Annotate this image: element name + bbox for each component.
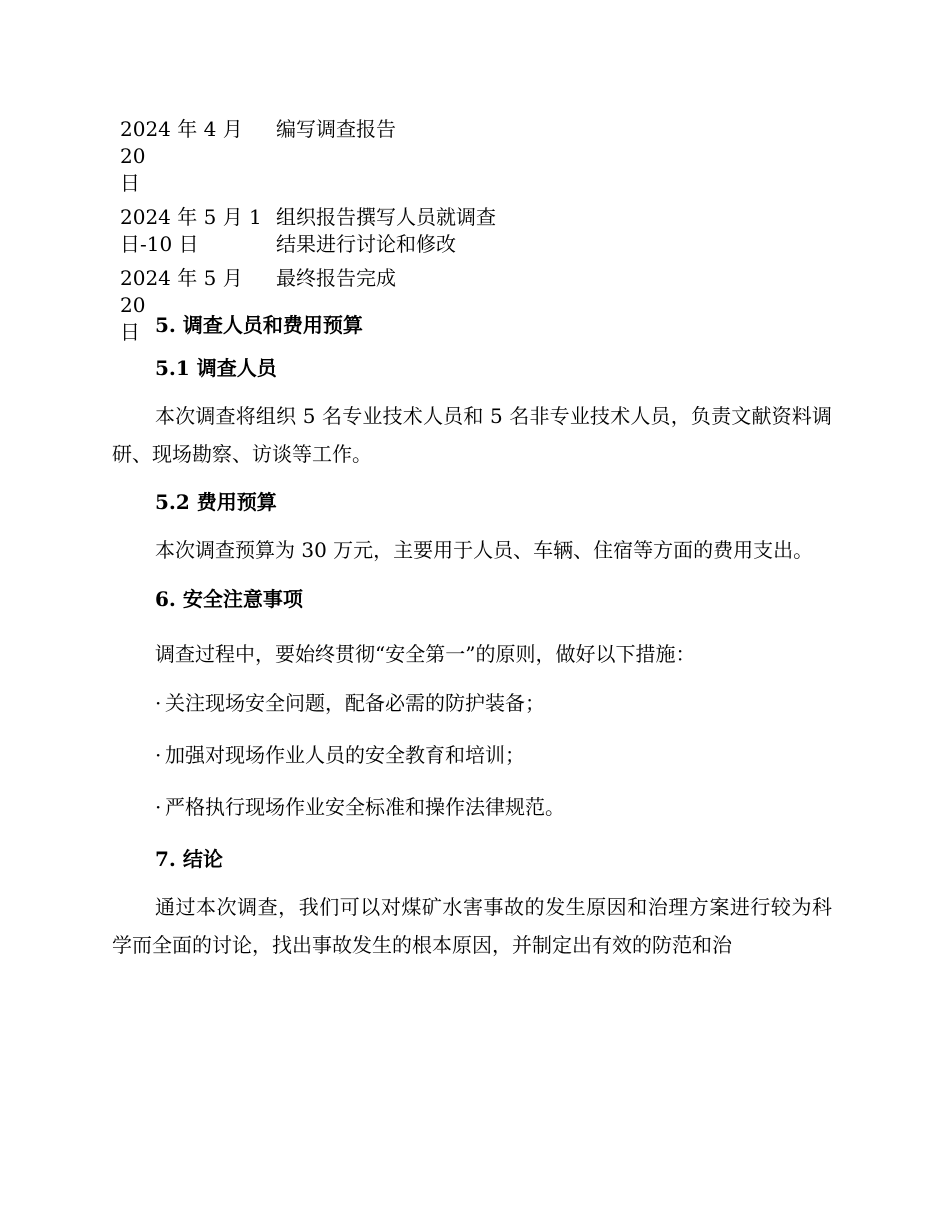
section-heading: 5. 调查人员和费用预算	[155, 313, 363, 337]
schedule-date	[120, 204, 268, 258]
bullet-item	[112, 689, 832, 717]
schedule-date-line: 2024 年 5 月 20	[120, 266, 243, 317]
schedule-task-line: 编写调查报告	[276, 117, 396, 141]
paragraph: 通过本次调查，我们可以对煤矿水害事故的发生原因和治理方案进行较为科学而全面的讨论，找出事故发生的根本原因，并制定出有效的防范和治	[112, 895, 832, 957]
schedule-task	[268, 204, 600, 258]
schedule-date-line: 2024 年 4 月 20	[120, 117, 243, 168]
schedule-task-line: 组织报告撰写人员就调查	[276, 205, 496, 229]
schedule-date-line: 日	[120, 320, 140, 344]
schedule-row	[120, 116, 600, 197]
schedule-date-line: 日-10 日	[120, 232, 199, 256]
schedule-task	[268, 116, 600, 197]
bullet-symbol: ·	[155, 691, 162, 715]
bullet-text: 加强对现场作业人员的安全教育和培训；	[165, 743, 525, 767]
schedule-date	[120, 116, 268, 197]
schedule-row	[120, 204, 600, 258]
schedule-task-line: 最终报告完成	[276, 266, 396, 290]
paragraph: 本次调查将组织 5 名专业技术人员和 5 名非专业技术人员，负责文献资料调研、现场勘察、访谈等工作。	[112, 404, 832, 466]
paragraph: 本次调查预算为 30 万元，主要用于人员、车辆、住宿等方面的费用支出。	[155, 538, 814, 562]
bullet-item	[112, 793, 832, 821]
schedule-date-line: 2024 年 5 月 1	[120, 205, 262, 229]
section-heading: 7. 结论	[155, 847, 223, 871]
schedule-task-line: 结果进行讨论和修改	[276, 232, 456, 256]
subsection-heading: 5.2 费用预算	[155, 490, 277, 514]
bullet-item	[112, 741, 832, 769]
document-body	[112, 311, 832, 964]
bullet-text: 严格执行现场作业安全标准和操作法律规范。	[165, 795, 565, 819]
paragraph: 调查过程中，要始终贯彻“安全第一”的原则，做好以下措施：	[155, 642, 696, 666]
section-heading: 6. 安全注意事项	[155, 587, 303, 611]
subsection-heading: 5.1 调查人员	[155, 356, 277, 380]
bullet-symbol: ·	[155, 743, 162, 767]
bullet-symbol: ·	[155, 795, 162, 819]
bullet-text: 关注现场安全问题，配备必需的防护装备；	[165, 691, 545, 715]
schedule-date-line: 日	[120, 171, 140, 195]
